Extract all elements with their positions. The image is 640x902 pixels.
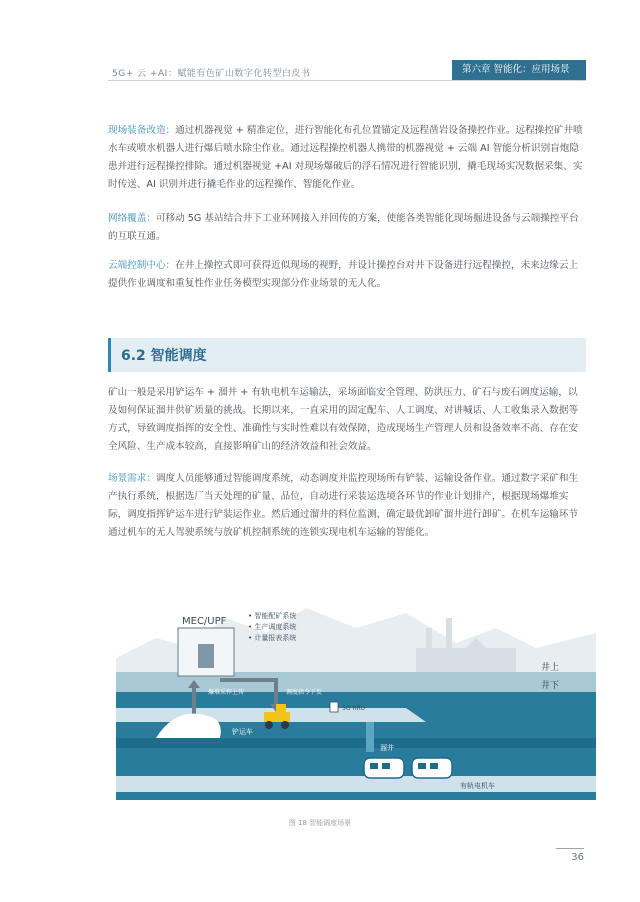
paragraph-text: 调度人员能够通过智能调度系统，动态调度并监控现场所有铲装、运输设备作业。通过数字采矿和生产执行系统，根据选厂当天处理的矿量、品位，自动进行采装运选境各环节的作业计划排产，根据现场爆堆实际，调度指挥铲运车进行铲装运作业。然后通过溜井的料位监测，确定最优卸矿溜井进行卸矿。在机车运输环节通过机车的无人驾驶系统与放矿机控制系统的连锁实现电机车运输的智能化。 [108, 473, 579, 538]
paragraph-cloud-control [108, 257, 586, 293]
tunnel-lower [116, 776, 596, 792]
system-item: • 智能配矿系统 [248, 612, 297, 620]
system-item: • 计量报表系统 [248, 634, 297, 642]
paragraph-scenario [108, 470, 586, 542]
paragraph-lead: 网络覆盖： [108, 213, 156, 224]
rru-label: 5G RRU [342, 705, 366, 712]
above-ground-label: 井上 [541, 663, 560, 673]
page-number: 36 [571, 852, 584, 863]
figure-caption: 图 18 智能调度场景 [288, 819, 352, 827]
paragraph-text: 可移动 5G 基站结合井下工业环网接入并回传的方案，使能各类智能化现场掘进设备与云端操控平台的互联互通。 [108, 213, 579, 242]
dispatch-scene-figure [116, 588, 596, 800]
paragraph-text: 在井上操控式即可获得近似现场的视野，并设计操控台对井下设备进行远程操控，未来边缘云上提供作业调度和重复性作业任务模型实现部分作业场景的无人化。 [108, 260, 579, 289]
paragraph-lead: 云端控制中心： [108, 260, 176, 271]
system-item: • 生产调度系统 [248, 623, 297, 631]
section-heading [108, 338, 586, 372]
ore-shaft [366, 722, 374, 752]
paragraph-text: 矿山一般是采用铲运车 + 溜井 + 有轨电机车运输法，采场面临安全管理、防洪压力、矿石与废石调度运输，以及如何保证溜井供矿质量的挑战。长期以来，一直采用的固定配车、人工调度、对讲喊话、人工收集录入数据等方式，导致调度指挥的安全性、准确性与实时性难以有效保障，造成现场生产管理人员和设备效率不高、存在安全风险、生产成本较高，直接影响矿山的经济效益和社会效益。 [108, 387, 579, 452]
shaft-label: 溜井 [380, 744, 394, 752]
command-label: 调度指令下发 [286, 689, 323, 696]
paragraph-lead: 现场装备改造： [108, 125, 176, 136]
chapter-tab: 第六章 智能化：应用场景 [452, 60, 586, 80]
server-icon [198, 644, 214, 668]
upload-label: 爆堆采样上传 [208, 689, 245, 696]
page-number-divider [556, 848, 584, 849]
header-divider [108, 80, 586, 81]
book-title: 5G+ 云 +AI：赋能有色矿山数字化转型白皮书 [112, 69, 311, 79]
loader-label: 铲运车 [232, 728, 253, 736]
train-label: 有轨电机车 [460, 782, 495, 790]
paragraph-intro [108, 384, 586, 456]
paragraph-text: 通过机器视觉 + 精准定位，进行智能化布孔位置锚定及远程凿岩设备操控作业。远程操控矿井喷水车或喷水机器人进行爆后喷水除尘作业。通过远程操控机器人携带的机器视觉 + 云端 AI 智能分析识别盲炮隐患并进行远程操控排除。通过机器视觉 +AI 对现场爆破后的浮石情况进行智能识别，撬毛现场实况数据采集、实时传送、AI 识别并进行撬毛作业的远程操作、智能化作业。 [108, 125, 583, 190]
paragraph-site-equipment [108, 122, 586, 194]
train-car-icon [412, 758, 452, 778]
train-car-icon [364, 758, 404, 778]
below-ground-label: 井下 [541, 681, 560, 691]
section-title: 6.2 智能调度 [121, 348, 207, 364]
rru-icon [330, 702, 338, 712]
paragraph-network [108, 210, 586, 246]
mec-label: MEC/UPF [182, 616, 227, 627]
paragraph-lead: 场景需求： [108, 473, 156, 484]
level-band [116, 738, 596, 748]
